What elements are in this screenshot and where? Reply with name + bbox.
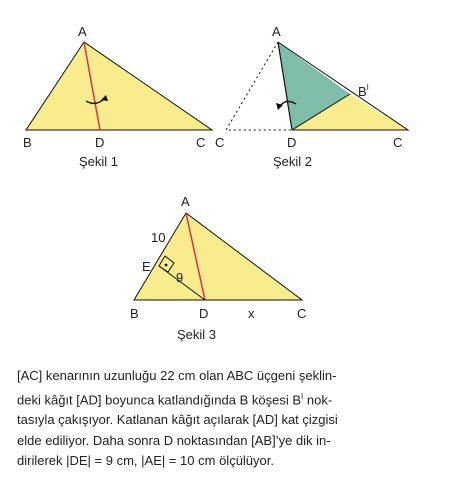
right-angle-dot [165, 264, 168, 267]
measure-de: 9 [176, 270, 184, 285]
label-d: D [287, 135, 297, 150]
caption-fig2: Şekil 2 [273, 154, 313, 169]
label-d: D [199, 306, 209, 321]
figure-1 [23, 24, 212, 169]
problem-line-1: [AC] kenarının uzunluğu 22 cm olan ABC üçgeni şeklin- [17, 368, 337, 383]
problem-line-2: deki kâğıt [AD] boyunca katlandığında B köşesi $B^I$ nok- [17, 391, 333, 407]
label-b-prime: $B^I$ [358, 83, 369, 99]
problem-line-4: elde ediliyor. Daha sonra D noktasından [AB]’ye dik in- [17, 432, 331, 448]
problem-line-3: tasıyla çakışıyor. Katlanan kâğıt açılarak [AD] kat çizgisi [17, 412, 338, 428]
label-d: D [95, 135, 105, 150]
problem-line-5: dirilerek |DE| = 9 cm, |AE| = 10 cm ölçülüyor. [17, 453, 274, 469]
label-a: A [78, 24, 87, 39]
label-b: B [23, 135, 32, 150]
label-c: C [196, 135, 206, 150]
measure-dc: x [248, 306, 255, 321]
label-a: A [272, 24, 281, 39]
figure-2 [215, 24, 408, 169]
label-c: C [297, 306, 307, 321]
triangle-abc [134, 213, 302, 300]
label-c-right: C [393, 135, 403, 150]
measure-ae: 10 [151, 230, 166, 245]
caption-fig3: Şekil 3 [177, 327, 217, 342]
label-c: C [215, 135, 225, 150]
label-b: B [130, 306, 139, 321]
label-a: A [181, 194, 190, 209]
figure-3 [130, 194, 306, 342]
label-e: E [142, 259, 151, 274]
caption-fig1: Şekil 1 [79, 154, 119, 169]
problem-text [17, 366, 457, 472]
triangle-abc [26, 42, 212, 130]
